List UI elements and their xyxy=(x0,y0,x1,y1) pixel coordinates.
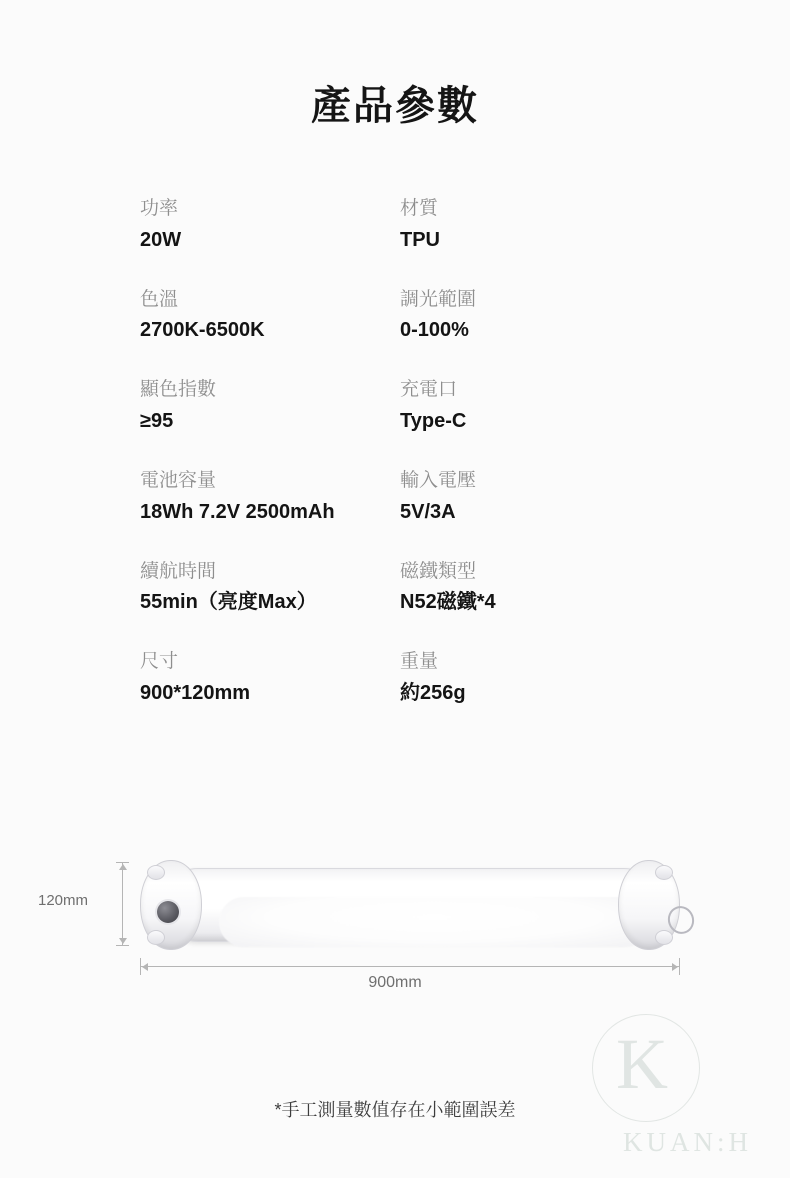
spec-value: 0-100% xyxy=(400,319,469,342)
spec-value: 5V/3A xyxy=(400,500,456,523)
spec-table xyxy=(140,196,660,740)
spec-row xyxy=(140,287,660,346)
arrow-right-icon xyxy=(672,963,678,971)
lamp-end-cap-left xyxy=(140,860,202,950)
spec-cell-cri xyxy=(140,377,400,436)
arrow-up-icon xyxy=(119,864,127,870)
height-dimension-line xyxy=(122,862,123,946)
arrow-down-icon xyxy=(119,938,127,944)
spec-value: Type-C xyxy=(400,409,467,432)
spec-cell-input-voltage xyxy=(400,468,660,527)
spec-label: 顯色指數 xyxy=(140,379,217,401)
spec-value: 約256g xyxy=(400,681,466,704)
lamp-nub xyxy=(147,930,165,945)
spec-row xyxy=(140,196,660,255)
spec-value: 18Wh 7.2V 2500mAh xyxy=(140,500,335,523)
lamp-body xyxy=(162,868,660,942)
spec-cell-power xyxy=(140,196,400,255)
lamp-nub xyxy=(655,865,673,880)
spec-row xyxy=(140,377,660,436)
spec-label: 輸入電壓 xyxy=(400,469,477,491)
lamp-end-cap-right xyxy=(618,860,680,950)
spec-label: 磁鐵類型 xyxy=(400,560,477,582)
spec-value: N52磁鐵*4 xyxy=(400,591,496,614)
spec-cell-runtime xyxy=(140,559,400,618)
power-button-icon xyxy=(157,901,179,923)
spec-cell-dimming-range xyxy=(400,287,660,346)
spec-label: 尺寸 xyxy=(140,651,179,673)
spec-row xyxy=(140,559,660,618)
product-dimension-figure xyxy=(0,838,790,1018)
page-title: 產品參數 xyxy=(311,84,479,128)
footnote: *手工測量數值存在小範圍誤差 xyxy=(274,1100,516,1120)
spec-label: 續航時間 xyxy=(140,560,217,582)
spec-label: 調光範圍 xyxy=(400,288,477,310)
spec-cell-magnet-type xyxy=(400,559,660,618)
lamp-nub xyxy=(655,930,673,945)
spec-label: 重量 xyxy=(400,651,439,673)
spec-label: 電池容量 xyxy=(140,469,217,491)
spec-value: ≥95 xyxy=(140,409,174,432)
spec-cell-color-temperature xyxy=(140,287,400,346)
width-dimension-label: 900mm xyxy=(368,974,422,991)
spec-label: 充電口 xyxy=(400,379,458,401)
arrow-left-icon xyxy=(142,963,148,971)
spec-cell-charging-port xyxy=(400,377,660,436)
height-dimension-label: 120mm xyxy=(38,892,89,909)
lamp-diffuser xyxy=(219,897,649,947)
spec-value: TPU xyxy=(400,228,440,251)
spec-cell-weight xyxy=(400,649,660,708)
spec-cell-material xyxy=(400,196,660,255)
watermark-letter: K xyxy=(616,1024,668,1104)
spec-label: 材質 xyxy=(400,198,439,219)
brand-watermark xyxy=(542,1014,752,1164)
spec-row xyxy=(140,468,660,527)
spec-cell-dimensions xyxy=(140,649,400,708)
lamp-nub xyxy=(147,865,165,880)
spec-label: 色溫 xyxy=(140,288,179,310)
spec-cell-battery-capacity xyxy=(140,468,400,527)
spec-row xyxy=(140,649,660,708)
width-dimension-line xyxy=(140,966,680,967)
watermark-text: KUAN:H xyxy=(623,1127,752,1157)
spec-value: 2700K-6500K xyxy=(140,319,265,342)
spec-value: 55min（亮度Max） xyxy=(140,591,317,614)
spec-value: 900*120mm xyxy=(140,681,251,704)
product-image xyxy=(140,850,680,958)
spec-label: 功率 xyxy=(140,198,179,219)
spec-value: 20W xyxy=(140,228,182,251)
